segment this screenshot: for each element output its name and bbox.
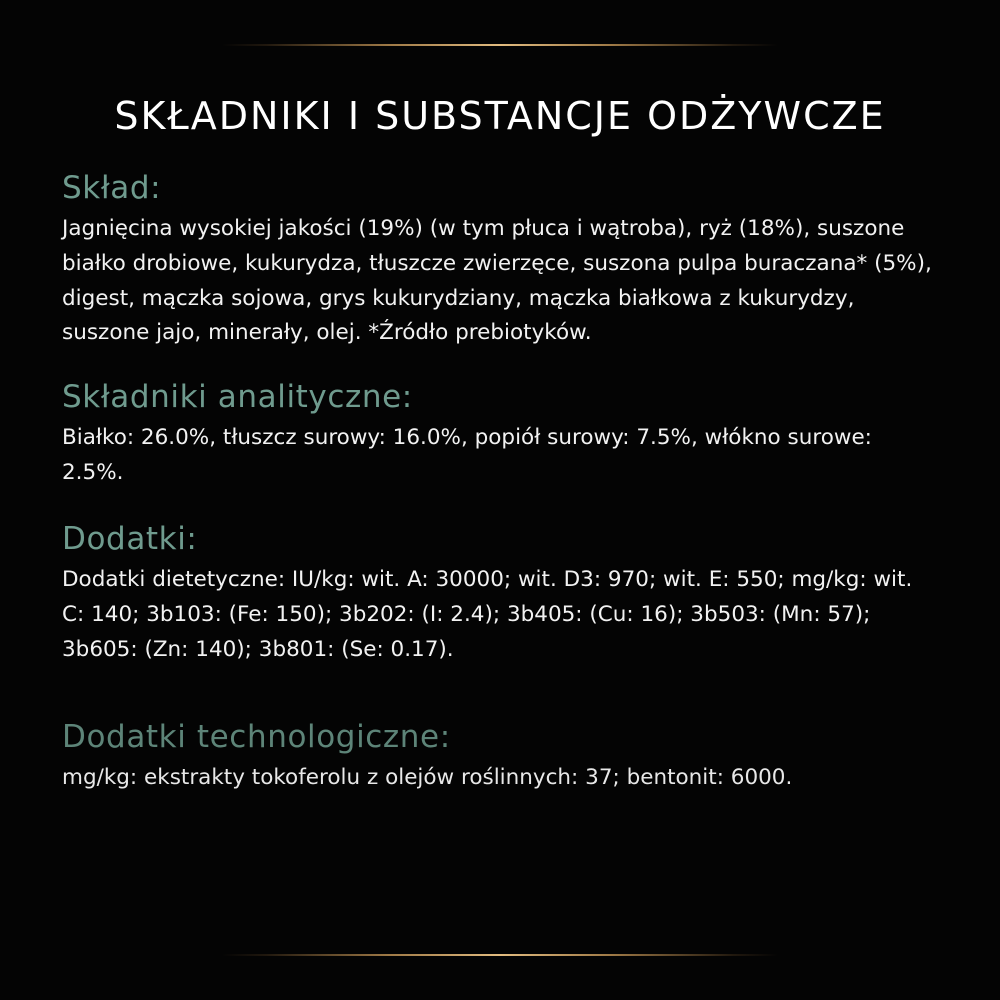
bottom-spacer (62, 878, 938, 954)
section-composition-body: Jagnięcina wysokiej jakości (19%) (w tym płuca i wątroba), ryż (18%), suszone białko drobiowe, kukurydza, tłuszcze zwierzęce, suszona pulpa buraczana* (5%), digest, mączka sojowa, grys kukurydziany, mączka białkowa z kukurydzy, suszone jajo, minerały, olej. *Źródło prebiotyków. (62, 216, 932, 346)
section-technological-additives-heading: Dodatki technologiczne: (62, 719, 451, 756)
top-divider (222, 44, 778, 46)
section-composition (62, 170, 938, 351)
section-technological-additives (62, 719, 938, 796)
bottom-divider (222, 954, 778, 956)
section-additives-body: Dodatki dietetyczne: IU/kg: wit. A: 30000; wit. D3: 970; wit. E: 550; mg/kg: wit. C: 140; 3b103: (Fe: 150); 3b202: (I: 2.4); 3b405: (Cu: 16); 3b503: (Mn: 57); 3b605: (Zn: 140); 3b801: (Se: 0.17). (62, 566, 913, 662)
section-analytical-heading: Składniki analityczne: (62, 379, 413, 416)
section-composition-heading: Skład: (62, 170, 162, 206)
section-analytical-body: Białko: 26.0%, tłuszcz surowy: 16.0%, popiół surowy: 7.5%, włókno surowe: 2.5%. (62, 425, 872, 486)
section-analytical (62, 379, 938, 491)
page-title: SKŁADNIKI I SUBSTANCJE ODŻYWCZE (114, 94, 886, 138)
sections-container (62, 168, 938, 878)
section-technological-additives-body: mg/kg: ekstrakty tokoferolu z olejów roślinnych: 37; bentonit: 6000. (62, 765, 793, 791)
section-additives-heading: Dodatki: (62, 520, 198, 557)
section-additives (62, 521, 938, 667)
